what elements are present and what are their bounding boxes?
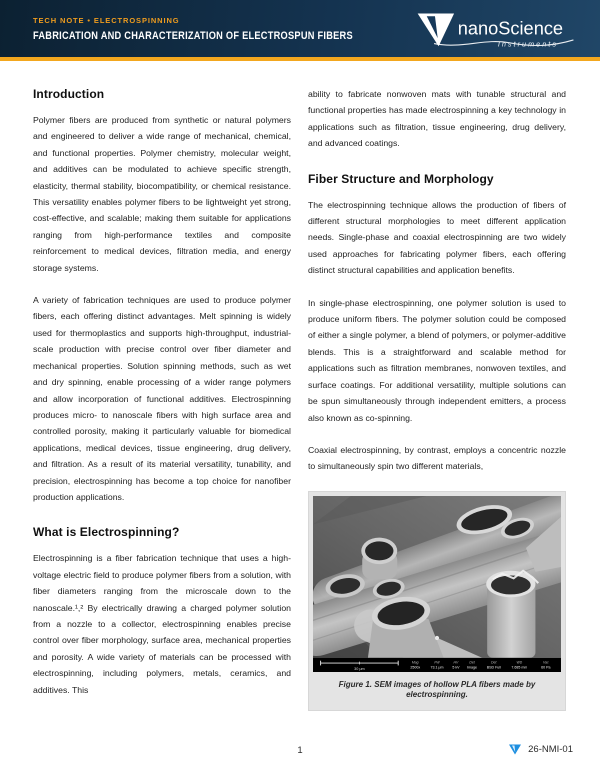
right-column (308, 86, 566, 714)
fiber-paragraph-1: The electrospinning technique allows the production of fibers of different structural morphologies to meet different application needs. Single-phase and coaxial electrospinning are two widely used approaches for fabricating polymer fibers, each offering distinct structural capabilities and application benefits. (308, 199, 566, 276)
sem-databar (313, 658, 561, 672)
intro-paragraph-1: Polymer fibers are produced from synthetic or natural polymers and engineered to deliver a wide range of mechanical, chemical, and functional properties. Polymer chemistry, molecular weight, and additives can be modulated to achieve specific strength, elasticity, thermal stability, biocompatibility, or chemical resistance. This versatility enables polymer fibers to be lightweight yet strong, cost-effective, and scalable; making them suitable for applications ranging from high-performance textiles and composite reinforcement to medical devices, filtration media, and energy storage systems. (33, 115, 291, 273)
document-body (0, 65, 600, 714)
sem-field-label: Mag (411, 660, 419, 665)
logo-name-text: nanoScience (457, 17, 563, 38)
intro-heading: Introduction (33, 87, 105, 101)
intro-paragraph-2: A variety of fabrication techniques are used to produce polymer fibers, each offering distinct advantages. Melt spinning is widely used for thermoplastics and supports high-throughput, industrial-scale production with precise control over fiber diameter and mechanical properties. Solution spinning methods, such as wet and dry spinning, enable processing of a wider range polymers and allow incorporation of functional additives. Electrospinning produces micro- to nanoscale fibers with high surface area and controlled porosity, making it particularly valuable for biomedical applications, medical devices, tissue engineering, drug delivery, and filtration. As a result of its material versatility, tunability, and precision, electrospinning has become a top choice for nanofiber production applications. (33, 295, 291, 502)
sem-field-value: 2500x (410, 665, 421, 670)
doc-title: FABRICATION AND CHARACTERIZATION OF ELECTROSPUN FIBERS (33, 29, 353, 42)
sem-field-value: 60 Pa (541, 665, 551, 670)
sem-field-label: Vac (542, 660, 549, 665)
sem-scale-label: 30 μm (354, 666, 365, 671)
sem-image (313, 496, 561, 672)
sem-field-value: 7.685 mm (511, 665, 528, 670)
footer-logo-mark-icon (509, 744, 521, 755)
sem-debris (435, 636, 439, 640)
header-text-block (33, 16, 414, 42)
figure-1-caption: Figure 1. SEM images of hollow PLA fibers made by electrospinning. (338, 679, 536, 699)
sem-field-label: HV (453, 660, 459, 665)
sem-field-value: 73.1 μm (430, 665, 444, 670)
fiber-paragraph-2: In single-phase electrospinning, one polymer solution is used to produce uniform fibers. The polymer solution could be composed of either a single polymer, a blend of polymers, or polymer-additive blends. This is a straightforward and scalable method for applications such as filtration membranes, nonwoven textiles, and surface coatings. For additional versatility, multiple solutions can be spun simultaneously through independent emitters, a process also known as co-spinning. (308, 297, 566, 423)
sem-micrograph (313, 496, 561, 672)
sem-field-label: FW (434, 660, 440, 665)
sem-cylinder (486, 570, 538, 657)
page-footer (0, 745, 600, 763)
doc-id-block (509, 744, 573, 755)
fiber-structure-heading: Fiber Structure and Morphology (308, 171, 494, 186)
header-banner (0, 0, 600, 61)
sem-field-label: Det (469, 660, 475, 665)
sem-tube-opening (361, 537, 397, 579)
continued-paragraph: ability to fabricate nonwoven mats with tunable structural and functional properties has made electrospinning a key technology in applications such as filtration, tissue engineering, drug delivery, and advanced coatings. (308, 89, 566, 149)
logo-sub-text: I n s t r u m e n t s (497, 38, 556, 48)
figure-1-panel (308, 491, 566, 711)
fiber-paragraph-3: Coaxial electrospinning, by contrast, employs a concentric nozzle to simultaneously spin two different materials, (308, 444, 566, 472)
sem-field-label: WD (516, 660, 523, 665)
page-number: 1 (297, 745, 303, 756)
sem-field-label: Det (491, 660, 497, 665)
nanoscience-logo-mark-icon (417, 13, 453, 46)
sem-field-value: Image (467, 665, 477, 670)
sem-field-value: 5 kV (452, 665, 460, 670)
nanoscience-logo (414, 6, 576, 52)
left-column (33, 86, 291, 714)
doc-number: 26-NMI-01 (528, 744, 573, 755)
sem-field-value: BSD Full (486, 665, 501, 670)
doc-category-label: TECH NOTE • ELECTROSPINNING (33, 15, 180, 25)
what-is-electrospinning-heading: What is Electrospinning? (33, 525, 180, 540)
what-is-electrospinning-paragraph: Electrospinning is a fiber fabrication technique that uses a high-voltage electric field to produce polymer fibers from a solution, with fiber diameters ranging from the microscale down to the nanoscale.¹,² By electrically drawing a charged polymer solution from a nozzle to a collector, electrospinning enables precise control over fiber morphology, surface area, mechanical properties and porosity. A wide variety of materials can be processed with electrospinning, including polymers, metals, ceramics, and additives. This (33, 553, 291, 695)
